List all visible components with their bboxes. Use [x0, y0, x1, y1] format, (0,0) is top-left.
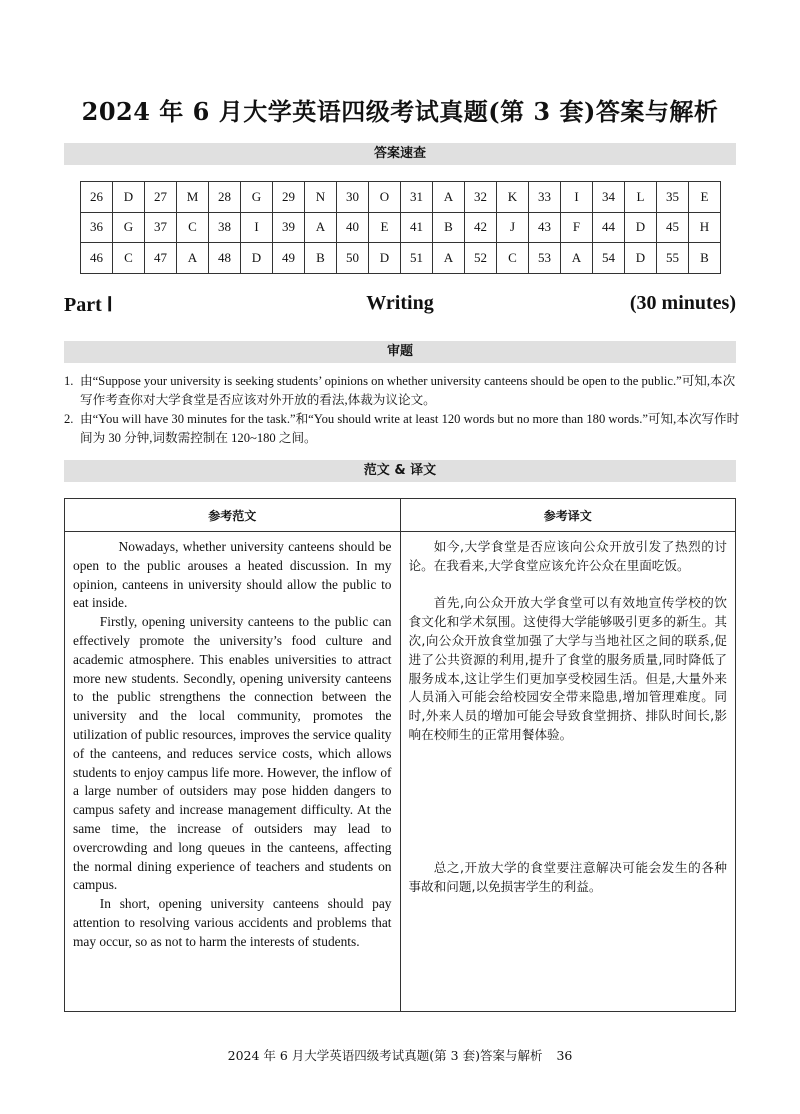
answer-letter: N [305, 182, 337, 213]
answer-letter: D [369, 243, 401, 274]
question-number: 49 [273, 243, 305, 274]
review-note [64, 410, 744, 448]
answer-letter: D [625, 243, 657, 274]
question-number: 31 [401, 182, 433, 213]
answer-letter: F [561, 212, 593, 243]
question-number: 40 [337, 212, 369, 243]
question-number: 52 [465, 243, 497, 274]
answer-letter: A [305, 212, 337, 243]
question-number: 34 [593, 182, 625, 213]
review-note [64, 372, 744, 410]
answer-letter: A [177, 243, 209, 274]
review-section-header: 审题 [64, 341, 736, 363]
translation [400, 532, 736, 1012]
translation-paragraph: 总之,开放大学的食堂要注意解决可能会发生的各种事故和问题,以免损害学生的利益。 [408, 859, 727, 894]
essay-paragraph: Firstly, opening university canteens to the public can effectively promote the university’s food culture and academic atmosphere. This enables universities to attract more new students. Secondly, opening university canteens to the public strengthens the connection between the university and the local community, promotes the utilization of public resources, improves the service quality of the canteens, and reduces service costs, which allows students to enjoy campus life more. However, the inflow of a large number of outsiders may pose hidden dangers to campus safety and increase management difficulty. At the same time, the increase of outsiders may lead to overcrowding and long queues in the canteens, affecting the normal dining experience of teachers and students on campus. [73, 614, 392, 893]
translation-header: 参考译文 [400, 499, 736, 532]
question-number: 41 [401, 212, 433, 243]
question-number: 44 [593, 212, 625, 243]
essay-table [64, 498, 736, 1012]
question-number: 43 [529, 212, 561, 243]
answer-letter: C [113, 243, 145, 274]
question-number: 47 [145, 243, 177, 274]
translation-paragraph: 首先,向公众开放大学食堂可以有效地宣传学校的饮食文化和学术氛围。这使得大学能够吸引更多的新生。其次,向公众开放食堂加强了大学与当地社区之间的联系,促进了公共资源的利用,提升了食堂的服务质量,同时降低了服务成本,这让学生们更加享受校园生活。但是,大量外来人员涌入可能会给校园安全带来隐患,增加管理难度。同时,外来人员的增加可能会导致食堂拥挤、排队时间长,影响在校师生的正常用餐体验。 [408, 595, 727, 742]
part-name: Writing [366, 292, 434, 314]
page-number: 36 [556, 1048, 573, 1063]
question-number: 55 [657, 243, 689, 274]
answer-letter: H [689, 212, 721, 243]
answer-letter: C [497, 243, 529, 274]
question-number: 38 [209, 212, 241, 243]
answer-letter: I [561, 182, 593, 213]
question-number: 30 [337, 182, 369, 213]
question-number: 42 [465, 212, 497, 243]
review-note-number: 2. [64, 412, 74, 426]
question-number: 54 [593, 243, 625, 274]
answer-key-table [80, 181, 721, 274]
answer-section-header: 答案速查 [64, 143, 736, 165]
question-number: 51 [401, 243, 433, 274]
review-note-number: 1. [64, 374, 74, 388]
question-number: 50 [337, 243, 369, 274]
question-number: 29 [273, 182, 305, 213]
answer-letter: B [305, 243, 337, 274]
answer-letter: J [497, 212, 529, 243]
sample-essay-header: 参考范文 [65, 499, 401, 532]
question-number: 27 [145, 182, 177, 213]
answer-letter: E [689, 182, 721, 213]
question-number: 39 [273, 212, 305, 243]
review-notes [64, 372, 744, 448]
answer-letter: A [561, 243, 593, 274]
answer-row [81, 243, 721, 274]
question-number: 26 [81, 182, 113, 213]
review-note-text: 由“Suppose your university is seeking students’ opinions on whether university canteens should be open to the public.”可知,本次写作考查你对大学食堂是否应该对外开放的看法,体裁为议论文。 [80, 374, 736, 407]
question-number: 37 [145, 212, 177, 243]
translation-paragraph: 如今,大学食堂是否应该向公众开放引发了热烈的讨论。在我看来,大学食堂应该允许公众在里面吃饭。 [408, 539, 727, 573]
question-number: 48 [209, 243, 241, 274]
essay-section-header: 范文 & 译文 [64, 460, 736, 482]
answer-letter: B [433, 212, 465, 243]
question-number: 46 [81, 243, 113, 274]
question-number: 33 [529, 182, 561, 213]
answer-letter: E [369, 212, 401, 243]
sample-essay [65, 532, 401, 1012]
page-footer [0, 1046, 800, 1064]
part-time: (30 minutes) [629, 292, 736, 314]
answer-letter: D [113, 182, 145, 213]
review-note-text: 由“You will have 30 minutes for the task.”和“You should write at least 120 words but no more than 180 words.”可知,本次写作时间为 30 分钟,词数需控制在 120~180 之间。 [80, 412, 740, 445]
answer-letter: D [625, 212, 657, 243]
essay-paragraph: Nowadays, whether university canteens should be open to the public arouses a heated discussion. In my opinion, canteens in university should allow the public to eat inside. [73, 539, 392, 611]
answer-letter: K [497, 182, 529, 213]
footer-text: 2024 年 6 月大学英语四级考试真题(第 3 套)答案与解析 [227, 1048, 543, 1063]
answer-row [81, 182, 721, 213]
question-number: 35 [657, 182, 689, 213]
question-number: 45 [657, 212, 689, 243]
answer-letter: B [689, 243, 721, 274]
question-number: 28 [209, 182, 241, 213]
answer-letter: M [177, 182, 209, 213]
answer-letter: A [433, 243, 465, 274]
answer-letter: D [241, 243, 273, 274]
essay-paragraph: In short, opening university canteens should pay attention to resolving various accidents and problems that may occur, so as not to harm the interests of students. [73, 896, 392, 949]
answer-letter: C [177, 212, 209, 243]
question-number: 32 [465, 182, 497, 213]
question-number: 53 [529, 243, 561, 274]
answer-letter: O [369, 182, 401, 213]
page-title: 2024 年 6 月大学英语四级考试真题(第 3 套)答案与解析 [81, 97, 719, 126]
answer-letter: A [433, 182, 465, 213]
answer-letter: I [241, 212, 273, 243]
question-number: 36 [81, 212, 113, 243]
part-label: Part Ⅰ [64, 294, 113, 316]
answer-letter: L [625, 182, 657, 213]
answer-letter: G [241, 182, 273, 213]
answer-row [81, 212, 721, 243]
answer-letter: G [113, 212, 145, 243]
